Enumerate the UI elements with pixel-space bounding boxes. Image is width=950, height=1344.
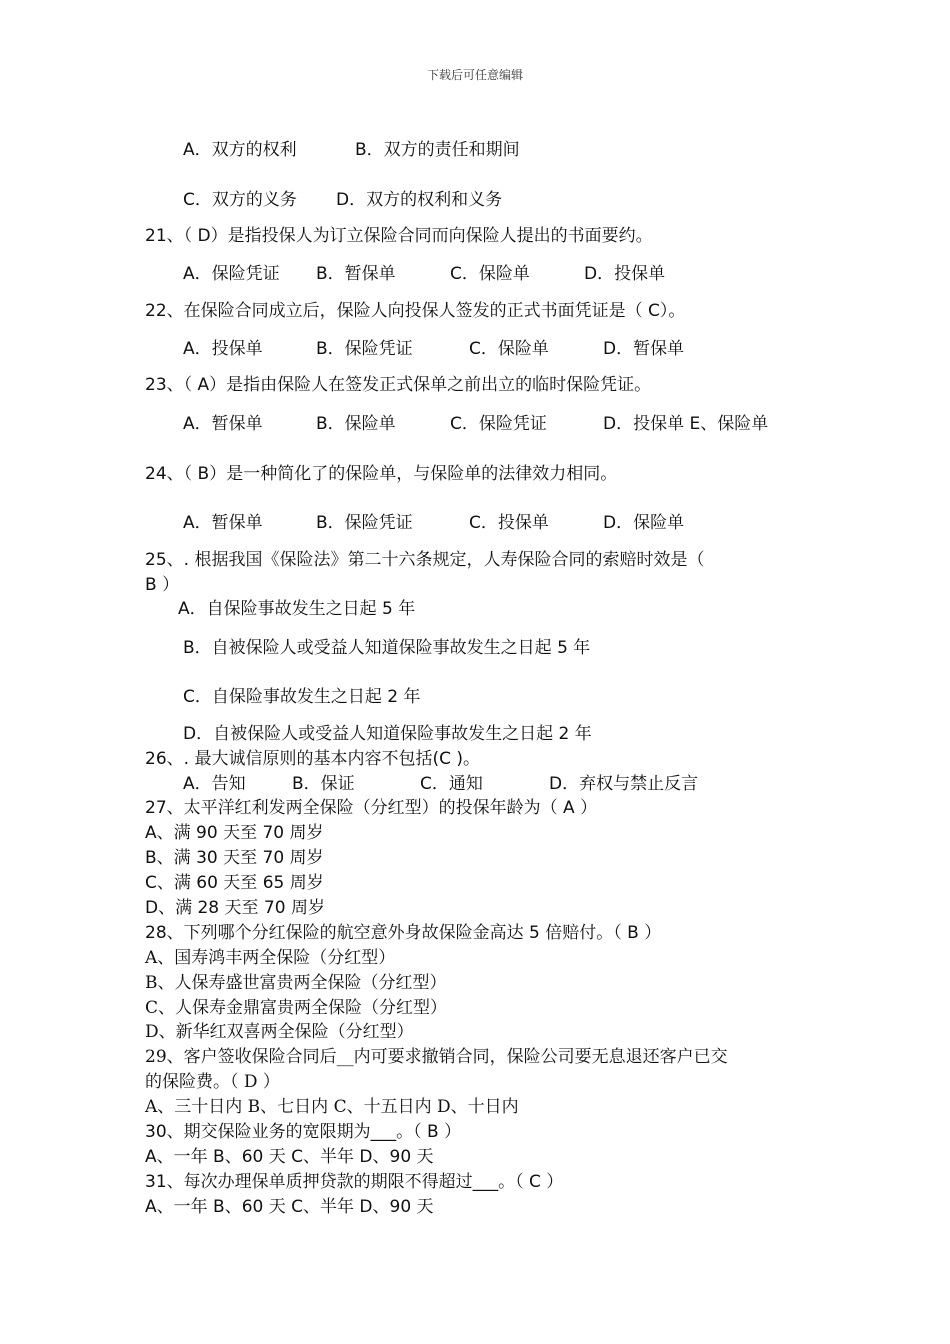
q24-option-c: C．投保单 [469,513,549,533]
q22-option-c: C．保险单 [469,339,549,359]
q29-options: A、三十日内 B、七日内 C、十五日内 D、十日内 [145,1097,519,1117]
q27-option-c: C、满 60 天至 65 周岁 [145,873,324,893]
q21-option-d: D．投保单 [584,264,666,284]
q28-option-d: D、新华红双喜两全保险（分红型） [145,1022,414,1042]
q29-stem-line2: 的保险费。（ D ） [145,1072,280,1092]
q26-option-c: C．通知 [420,774,483,794]
q30-stem: 30、期交保险业务的宽限期为___。（ B ） [145,1122,462,1142]
q24-stem: 24、（ B）是一种简化了的保险单，与保险单的法律效力相同。 [145,464,618,484]
q20-option-d: D．双方的权利和义务 [336,190,503,210]
q26-options [183,773,698,795]
q22-option-d: D．暂保单 [603,339,685,359]
q26-stem: 26、. 最大诚信原则的基本内容不包括(C )。 [145,749,480,769]
q26-option-a: A．告知 [183,774,246,794]
q20-option-c: C．双方的义务 [183,190,297,210]
q20-option-b: B．双方的责任和期间 [355,140,520,160]
q24-option-b: B．保险凭证 [316,513,413,533]
q23-option-b: B．保险单 [316,414,396,434]
q20-options-row2 [183,189,502,211]
q28-option-a: A、国寿鸿丰两全保险（分红型） [145,948,396,968]
q22-stem: 22、在保险合同成立后，保险人向投保人签发的正式书面凭证是（ C）。 [145,301,686,321]
q31-options: A、一年 B、60 天 C、半年 D、90 天 [145,1197,434,1217]
q25-option-a: A．自保险事故发生之日起 5 年 [178,599,416,619]
q29-stem-line1: 29、客户签收保险合同后__内可要求撤销合同，保险公司要无息退还客户已交 [145,1047,728,1067]
q22-option-a: A．投保单 [183,339,263,359]
q21-options [183,263,665,285]
q23-option-a: A．暂保单 [183,414,263,434]
q25-stem-line1: 25、. 根据我国《保险法》第二十六条规定，人寿保险合同的索赔时效是（ [145,550,705,570]
q21-option-b: B．暂保单 [316,264,396,284]
q23-option-c: C．保险凭证 [450,414,547,434]
q28-option-b: B、人保寿盛世富贵两全保险（分红型） [145,973,447,993]
q27-option-b: B、满 30 天至 70 周岁 [145,848,324,868]
page-header: 下载后可任意编辑 [426,68,523,82]
q25-option-b: B．自被保险人或受益人知道保险事故发生之日起 5 年 [183,638,591,658]
q22-options [183,338,684,360]
q21-option-c: C．保险单 [450,264,530,284]
q23-stem: 23、（ A）是指由保险人在签发正式保单之前出立的临时保险凭证。 [145,375,652,395]
q25-stem-line2: B ） [145,575,180,595]
q21-stem: 21、（ D）是指投保人为订立保险合同而向保险人提出的书面要约。 [145,226,653,246]
q21-option-a: A．保险凭证 [183,264,280,284]
q27-option-a: A、满 90 天至 70 周岁 [145,823,324,843]
q25-option-c: C．自保险事故发生之日起 2 年 [183,687,421,707]
q28-option-c: C、人保寿金鼎富贵两全保险（分红型） [145,998,448,1018]
q24-option-d: D．保险单 [603,513,685,533]
q23-options [183,413,768,435]
q27-option-d: D、满 28 天至 70 周岁 [145,898,325,918]
q30-options: A、一年 B、60 天 C、半年 D、90 天 [145,1147,434,1167]
q27-stem: 27、太平洋红利发两全保险（分红型）的投保年龄为（ A ） [145,798,598,818]
q25-option-d: D．自被保险人或受益人知道保险事故发生之日起 2 年 [183,724,592,744]
q26-option-d: D．弃权与禁止反言 [549,774,699,794]
q22-option-b: B．保险凭证 [316,339,413,359]
q28-stem: 28、下列哪个分红保险的航空意外身故保险金高达 5 倍赔付。（ B ） [145,923,662,943]
q20-options-row1 [183,139,520,161]
q24-option-a: A．暂保单 [183,513,263,533]
q24-options [183,512,684,534]
q31-stem: 31、每次办理保单质押贷款的期限不得超过___。（ C ） [145,1172,564,1192]
q26-option-b: B．保证 [292,774,355,794]
q23-option-d: D．投保单 E、保险单 [603,414,769,434]
q20-option-a: A．双方的权利 [183,140,297,160]
